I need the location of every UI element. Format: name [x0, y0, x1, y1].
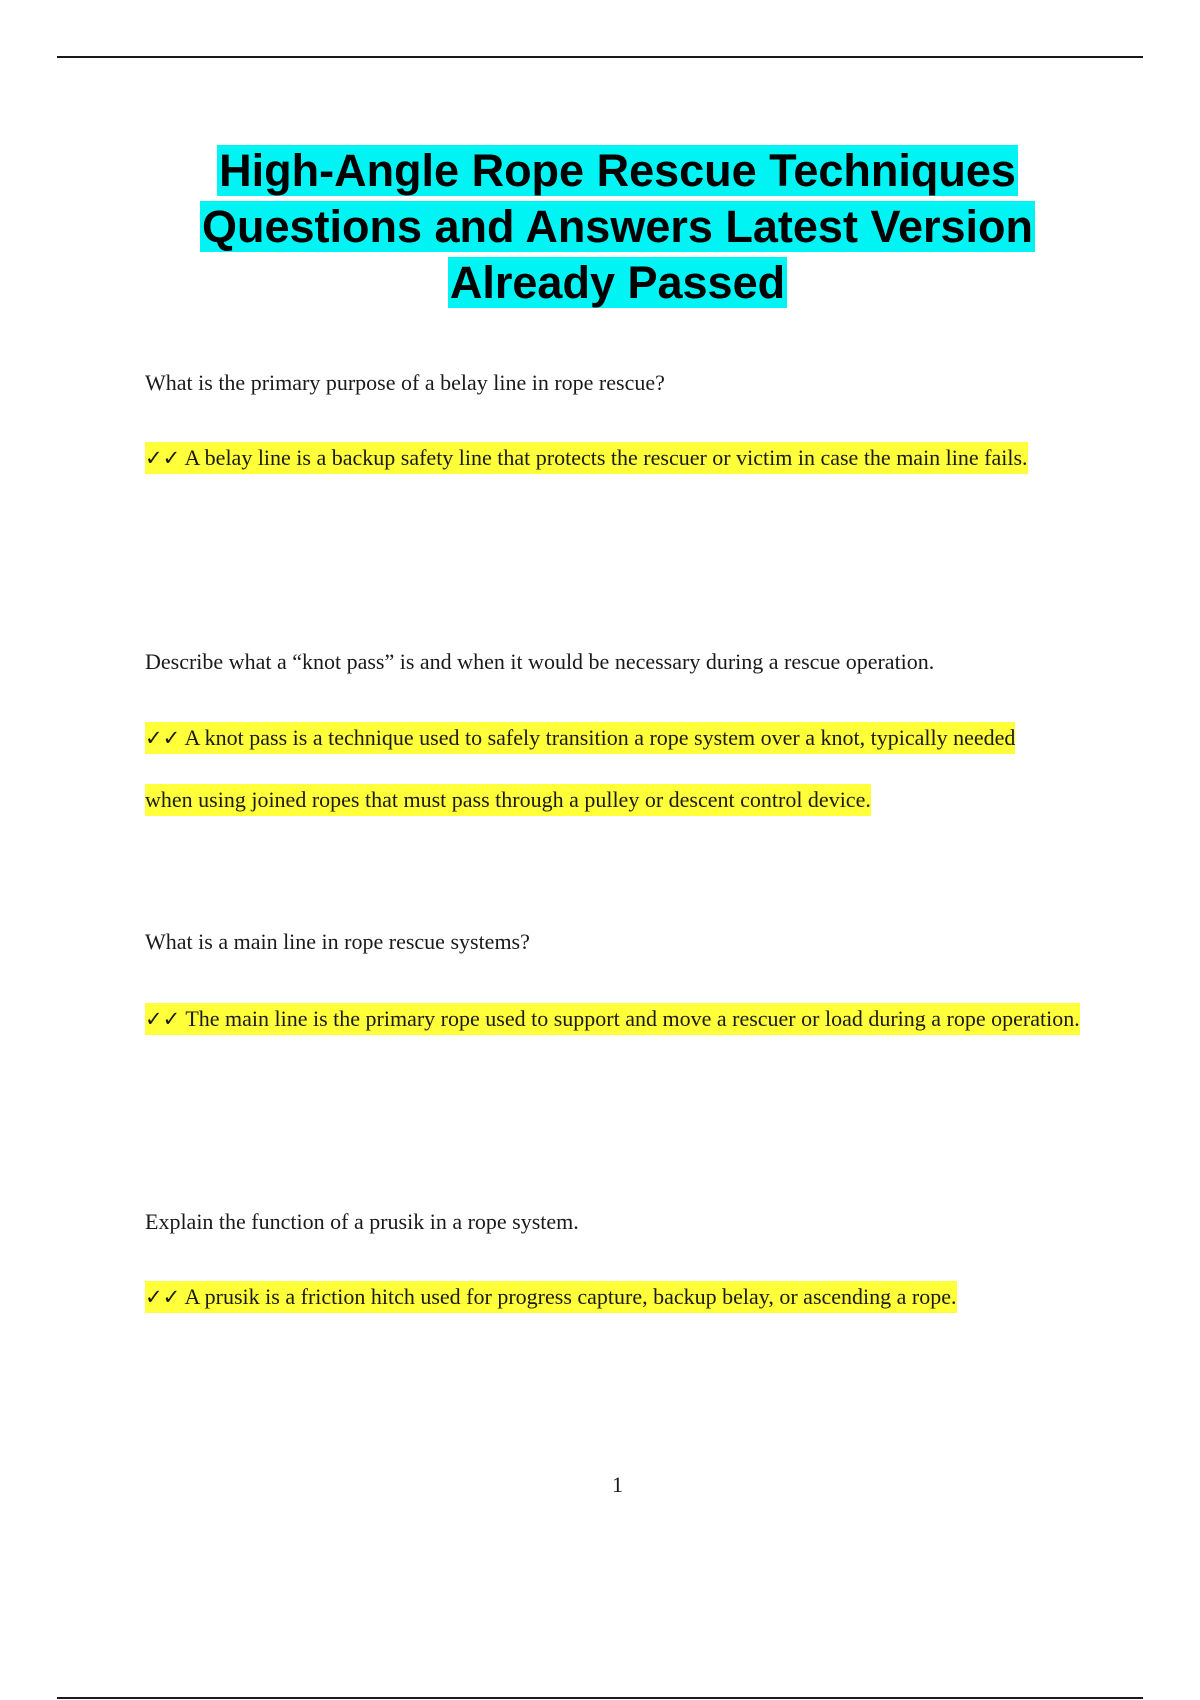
question-3: What is a main line in rope rescue systems?: [145, 929, 530, 954]
check-icon: ✓✓: [145, 446, 181, 470]
answer-text: The main line is the primary rope used to support and move a rescuer or load during a rope operation.: [185, 1006, 1080, 1031]
question-4: Explain the function of a prusik in a rope system.: [145, 1209, 579, 1234]
footer-rule: [57, 1697, 1143, 1699]
document-title: [100, 143, 1135, 311]
answer-highlight: [145, 1003, 1080, 1035]
answer-3: [145, 988, 1080, 1050]
check-icon: ✓✓: [145, 726, 181, 750]
answer-text: A knot pass is a technique used to safely transition a rope system over a knot, typically needed when using joined ropes that must pass through a pulley or descent control device.: [145, 725, 1016, 812]
check-icon: ✓✓: [145, 1285, 181, 1309]
answer-2: [145, 707, 1060, 830]
answer-highlight: [145, 722, 1015, 816]
title-line-3: Already Passed: [449, 257, 786, 308]
answer-text: A belay line is a backup safety line that protects the rescuer or victim in case the main line fails.: [184, 445, 1028, 470]
title-line-2: Questions and Answers Latest Version: [201, 201, 1034, 252]
question-1: What is the primary purpose of a belay line in rope rescue?: [145, 370, 665, 395]
answer-highlight: [145, 1281, 957, 1313]
title-line-1: High-Angle Rope Rescue Techniques: [219, 145, 1016, 196]
page-number: 1: [612, 1472, 623, 1497]
answer-highlight: [145, 442, 1028, 474]
question-2: Describe what a “knot pass” is and when it would be necessary during a rescue operation.: [145, 649, 935, 674]
answer-4: [145, 1266, 1135, 1328]
header-rule: [57, 56, 1143, 58]
check-icon: ✓✓: [145, 1007, 181, 1031]
answer-1: [145, 427, 1070, 489]
answer-text: A prusik is a friction hitch used for progress capture, backup belay, or ascending a rope.: [184, 1284, 957, 1309]
